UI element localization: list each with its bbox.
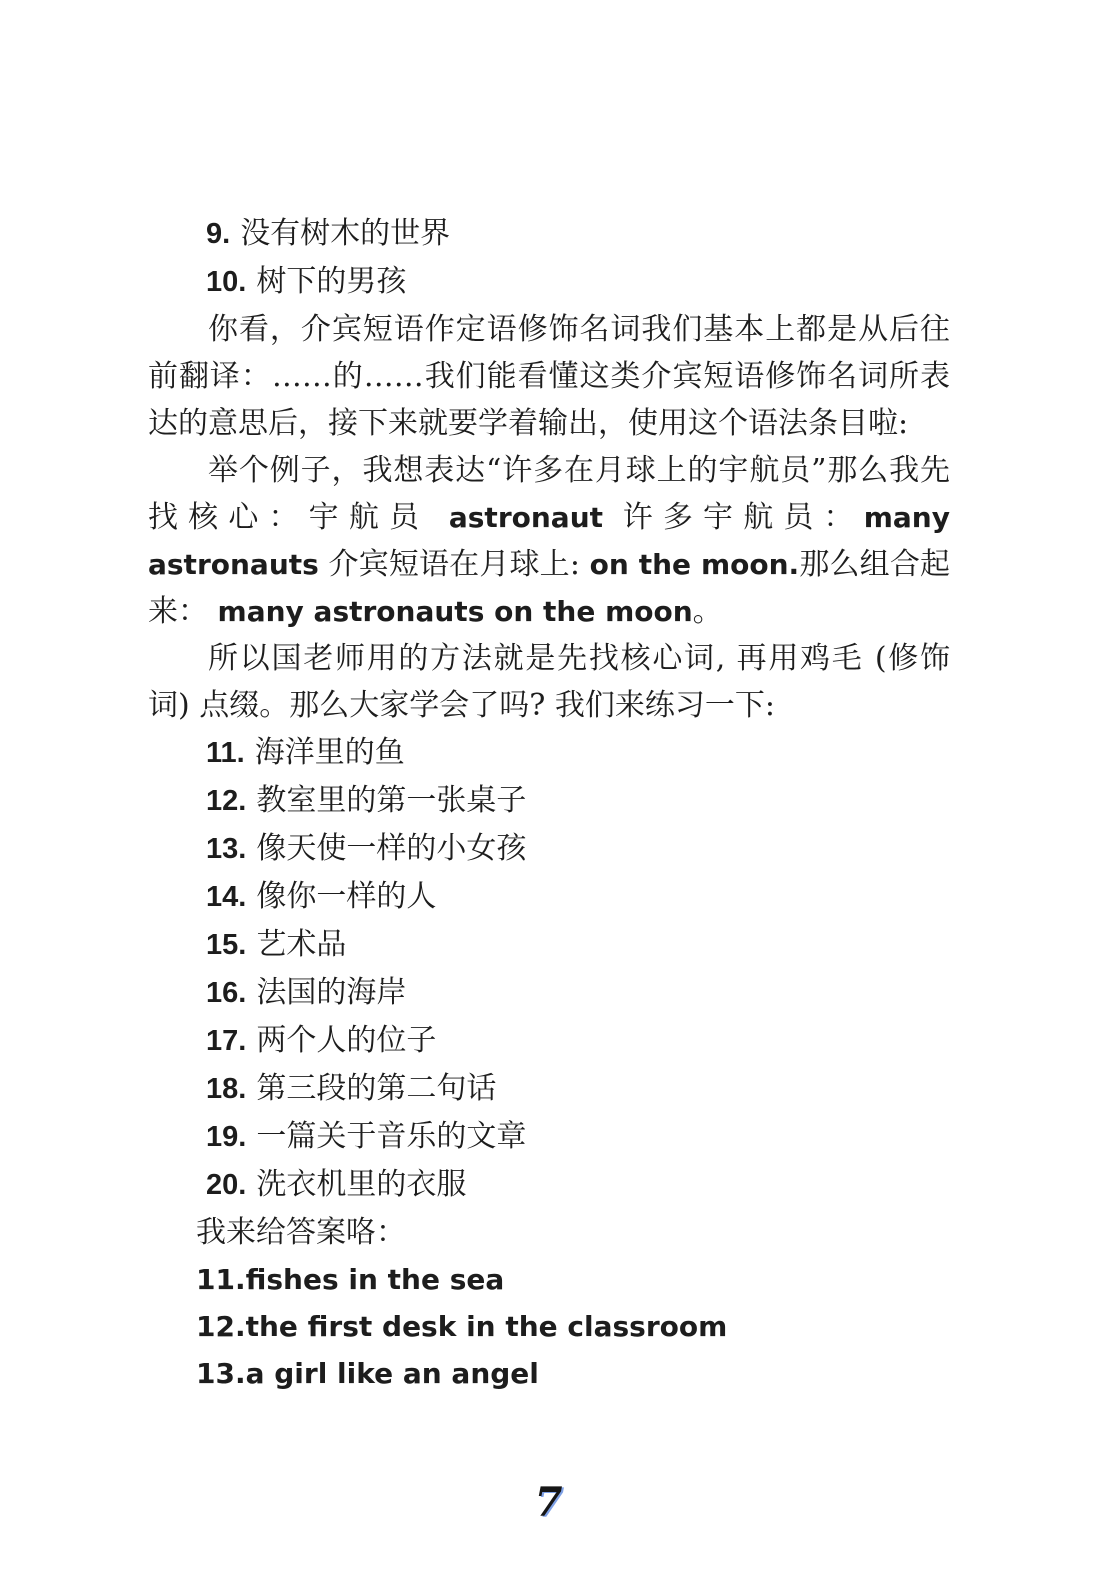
list-item-text: 教室里的第一张桌子 bbox=[256, 783, 527, 818]
list-item-text: 第三段的第二句话 bbox=[256, 1071, 497, 1106]
list-item-number: 12. bbox=[206, 785, 247, 817]
list-item-text: 洗衣机里的衣服 bbox=[256, 1167, 467, 1202]
list-item-text: 像你一样的人 bbox=[256, 879, 437, 914]
list-item bbox=[148, 258, 950, 306]
paragraph-example bbox=[148, 447, 950, 635]
answer-item: 13.a girl like an angel bbox=[196, 1357, 539, 1390]
list-item-text: 两个人的位子 bbox=[256, 1023, 437, 1058]
list-item bbox=[148, 969, 950, 1017]
page-content bbox=[148, 210, 950, 1397]
list-item bbox=[148, 825, 950, 873]
list-item bbox=[148, 1161, 950, 1209]
list-item-number: 20. bbox=[206, 1169, 247, 1201]
list-item-number: 9. bbox=[206, 218, 231, 250]
list-item-number: 18. bbox=[206, 1073, 247, 1105]
example-text-cn: 介宾短语在月球上: bbox=[318, 547, 590, 582]
list-item-number: 15. bbox=[206, 929, 247, 961]
list-item-text: 海洋里的鱼 bbox=[254, 735, 405, 770]
example-text-cn: 许多宇航员： bbox=[603, 500, 864, 535]
example-text-cn: 那么组合起来： bbox=[148, 547, 950, 629]
list-item-number: 17. bbox=[206, 1025, 247, 1057]
list-item bbox=[148, 1017, 950, 1065]
list-item bbox=[148, 1065, 950, 1113]
answer-item: 12.the first desk in the classroom bbox=[196, 1310, 728, 1343]
example-text-cn: 。 bbox=[692, 594, 723, 629]
example-text-en: many astronauts bbox=[148, 501, 950, 581]
list-item bbox=[148, 921, 950, 969]
list-item-number: 11. bbox=[206, 737, 245, 769]
list-item-text: 没有树木的世界 bbox=[240, 216, 451, 251]
list-item bbox=[148, 210, 950, 258]
list-item-text: 像天使一样的小女孩 bbox=[256, 831, 527, 866]
list-item-text: 树下的男孩 bbox=[256, 264, 407, 299]
list-item-text: 法国的海岸 bbox=[256, 975, 407, 1010]
list-item bbox=[148, 777, 950, 825]
list-item-number: 19. bbox=[206, 1121, 247, 1153]
example-text-cn: 举个例子，我想表达“许多在月球上的宇航员”那么我先找核心：宇航员 bbox=[148, 453, 950, 535]
paragraph-method: 所以国老师用的方法就是先找核心词, 再用鸡毛 (修饰词) 点缀。那么大家学会了吗? 我们来练习一下: bbox=[148, 641, 950, 723]
answer-item: 11.fishes in the sea bbox=[196, 1263, 505, 1296]
list-item-number: 14. bbox=[206, 881, 247, 913]
list-item-text: 艺术品 bbox=[256, 927, 347, 962]
list-item bbox=[148, 1113, 950, 1161]
answers-intro: 我来给答案咯： bbox=[196, 1215, 406, 1250]
list-item-number: 10. bbox=[206, 266, 247, 298]
list-item bbox=[148, 729, 950, 777]
example-text-en: astronaut bbox=[448, 501, 604, 534]
list-item-number: 13. bbox=[206, 833, 247, 865]
example-text-en: on the moon. bbox=[589, 548, 800, 581]
paragraph-review: 你看，介宾短语作定语修饰名词我们基本上都是从后往前翻译：……的……我们能看懂这类介宾短语修饰名词所表达的意思后，接下来就要学着输出，使用这个语法条目啦: bbox=[148, 312, 950, 441]
page-number: 7 bbox=[534, 1479, 563, 1526]
list-item-text: 一篇关于音乐的文章 bbox=[256, 1119, 527, 1154]
list-item bbox=[148, 873, 950, 921]
example-text-en: many astronauts on the moon bbox=[217, 595, 693, 628]
list-item-number: 16. bbox=[206, 977, 247, 1009]
